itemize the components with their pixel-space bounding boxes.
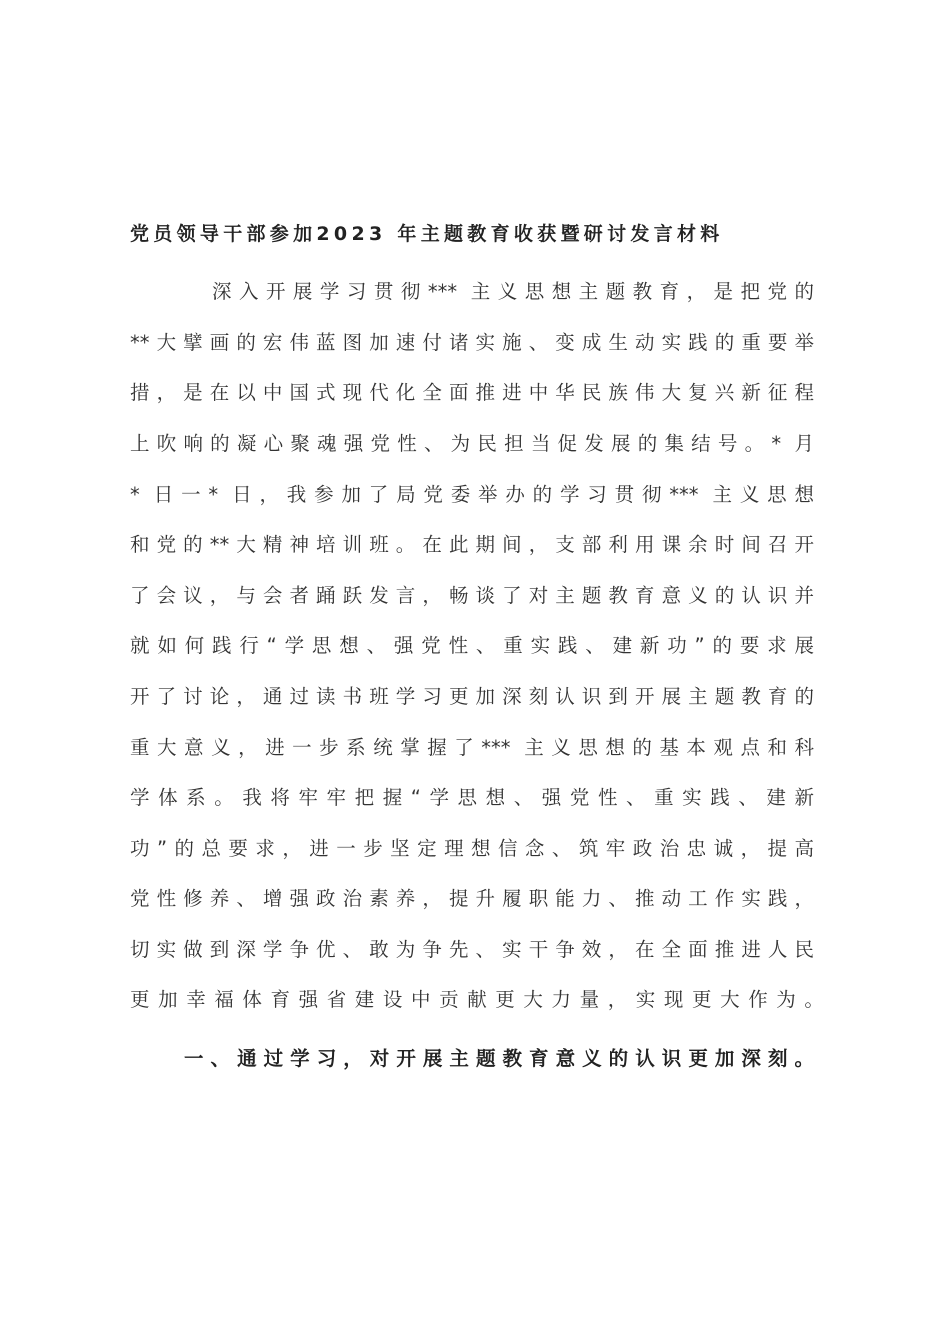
- paragraph-line: 深入开展学习贯彻*** 主义思想主题教育，是把党的: [212, 280, 814, 303]
- paragraph-line: 和党的**大精神培训班。在此期间，支部利用课余时间召开: [130, 533, 814, 556]
- paragraph-line: 更加幸福体育强省建设中贡献更大力量，实现更大作为。: [130, 988, 833, 1011]
- paragraph-line: 就如何践行“学思想、强党性、重实践、建新功”的要求展: [130, 634, 814, 657]
- paragraph-line: 了会议，与会者踊跃发言，畅谈了对主题教育意义的认识并: [130, 584, 814, 607]
- paragraph-line: 措，是在以中国式现代化全面推进中华民族伟大复兴新征程: [130, 381, 814, 404]
- document-title: 党员领导干部参加2023 年主题教育收获暨研讨发言材料: [130, 223, 724, 245]
- paragraph-line: 党性修养、增强政治素养，提升履职能力、推动工作实践，: [130, 887, 814, 910]
- paragraph-line: 开了讨论，通过读书班学习更加深刻认识到开展主题教育的: [130, 685, 814, 708]
- paragraph-line: 切实做到深学争优、敢为争先、实干争效，在全面推进人民: [130, 938, 814, 961]
- paragraph-line: 重大意义，进一步系统掌握了*** 主义思想的基本观点和科: [130, 736, 814, 759]
- paragraph-line: 学体系。我将牢牢把握“学思想、强党性、重实践、建新: [130, 786, 814, 809]
- paragraph-line: * 日一* 日，我参加了局党委举办的学习贯彻*** 主义思想: [130, 483, 814, 506]
- section-heading: 一、通过学习，对开展主题教育意义的认识更加深刻。: [184, 1047, 814, 1070]
- paragraph-line: 功”的总要求，进一步坚定理想信念、筑牢政治忠诚，提高: [130, 837, 814, 860]
- paragraph-line: 上吹响的凝心聚魂强党性、为民担当促发展的集结号。* 月: [130, 432, 814, 455]
- paragraph-line: **大擘画的宏伟蓝图加速付诸实施、变成生动实践的重要举: [130, 331, 814, 354]
